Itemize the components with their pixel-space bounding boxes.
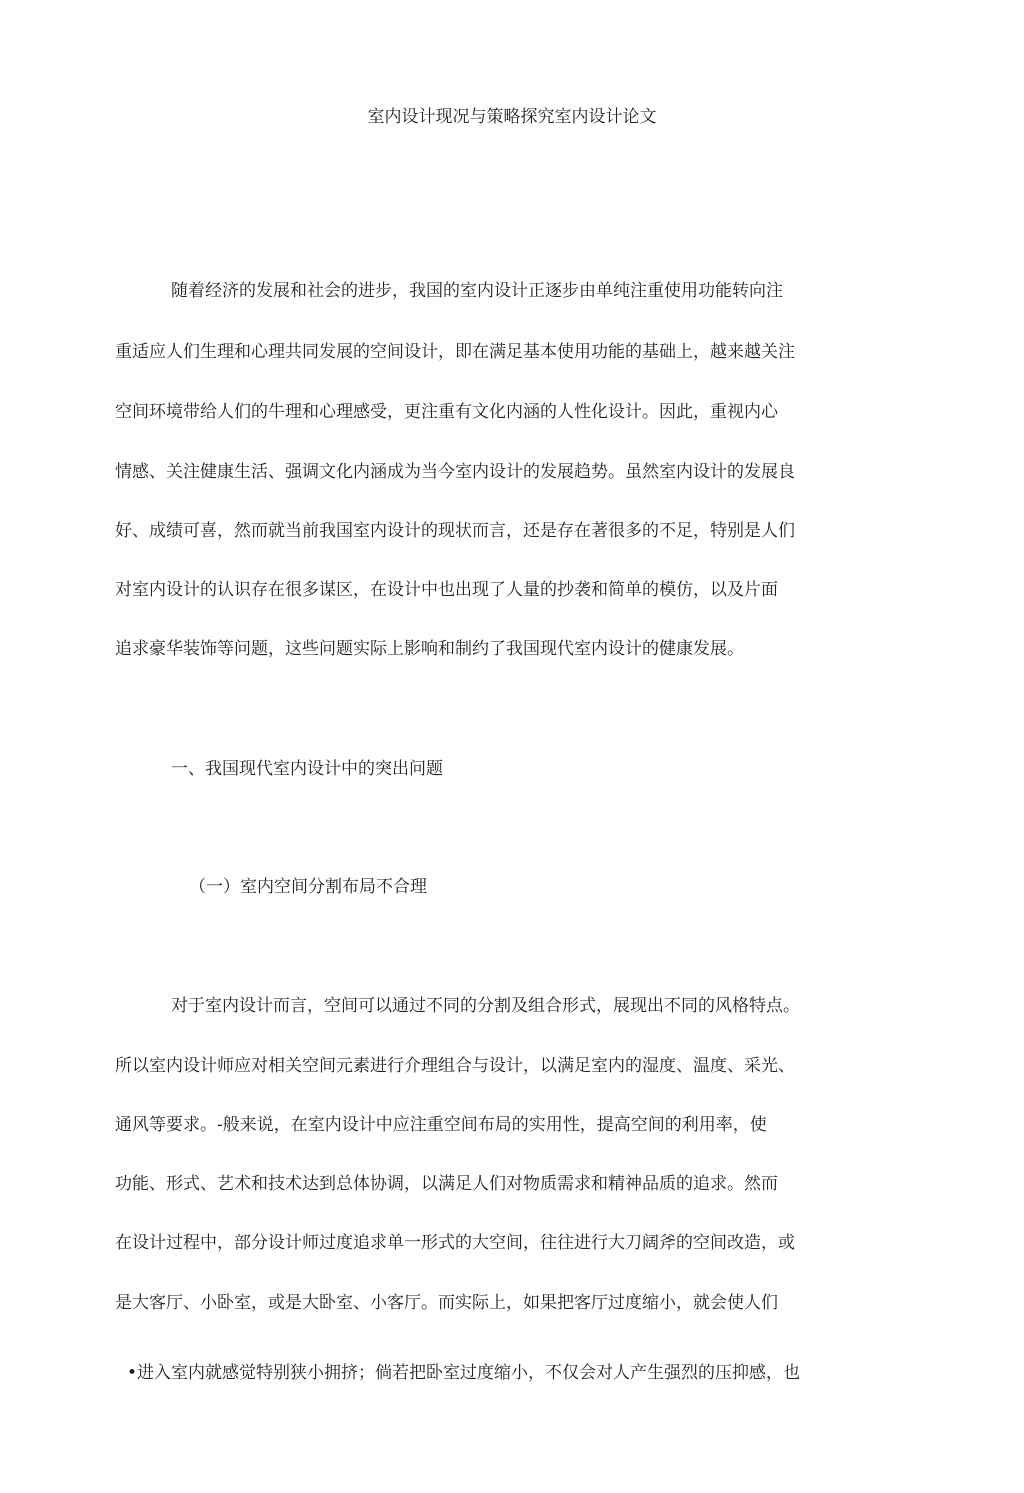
section-heading: 一、我国现代室内设计中的突出问题 xyxy=(171,759,443,779)
subsection-heading: （一）室内空间分割布局不合理 xyxy=(189,877,427,897)
paragraph-line: 是大客厅、小卧室，或是大卧室、小客厅。而实际上，如果把客厅过度缩小，就会使人们 xyxy=(115,1293,778,1313)
paragraph-line: 对于室内设计而言，空间可以通过不同的分割及组合形式，展现出不同的风格特点。 xyxy=(171,996,800,1016)
paragraph-line: 好、成绩可喜，然而就当前我国室内设计的现状而言，还是存在著很多的不足，特别是人们 xyxy=(115,521,795,541)
paragraph-line: 空间环境带给人们的牛理和心理感受，更注重有文化内涵的人性化设计。因此，重视内心 xyxy=(115,402,778,422)
document-title: 室内设计现况与策略探究室内设计论文 xyxy=(367,107,657,127)
paragraph-line: 所以室内设计师应对相关空间元素进行介理组合与设计，以满足室内的湿度、温度、采光、 xyxy=(115,1056,795,1076)
paragraph-line: 通风等要求。-般来说，在室内设计中应注重空间布局的实用性，提高空间的利用率，使 xyxy=(115,1115,767,1135)
paragraph-line: 对室内设计的认识存在很多谋区，在设计中也出现了人量的抄袭和简单的模仿，以及片面 xyxy=(115,580,778,600)
paragraph-line: 重适应人们生理和心理共同发展的空间设计，即在满足基本使用功能的基础上，越来越关注 xyxy=(115,342,795,362)
paragraph-line: 随着经济的发展和社会的进步，我国的室内设计正逐步由单纯注重使用功能转向注 xyxy=(171,281,783,301)
paragraph-line: 在设计过程中，部分设计师过度追求单一形式的大空间，往往进行大刀阔斧的空间改造，或 xyxy=(115,1233,795,1253)
paragraph-line: •进入室内就感觉特别狭小拥挤；倘若把卧室过度缩小，不仅会对人产生强烈的压抑感，也 xyxy=(127,1363,801,1383)
paragraph-line: 追求豪华装饰等问题，这些问题实际上影响和制约了我国现代室内设计的健康发展。 xyxy=(115,639,744,659)
paragraph-line: 情感、关注健康生活、强调文化内涵成为当今室内设计的发展趋势。虽然室内设计的发展良 xyxy=(115,462,795,482)
paragraph-line: 功能、形式、艺术和技术达到总体协调，以满足人们对物质需求和精神品质的追求。然而 xyxy=(115,1174,778,1194)
